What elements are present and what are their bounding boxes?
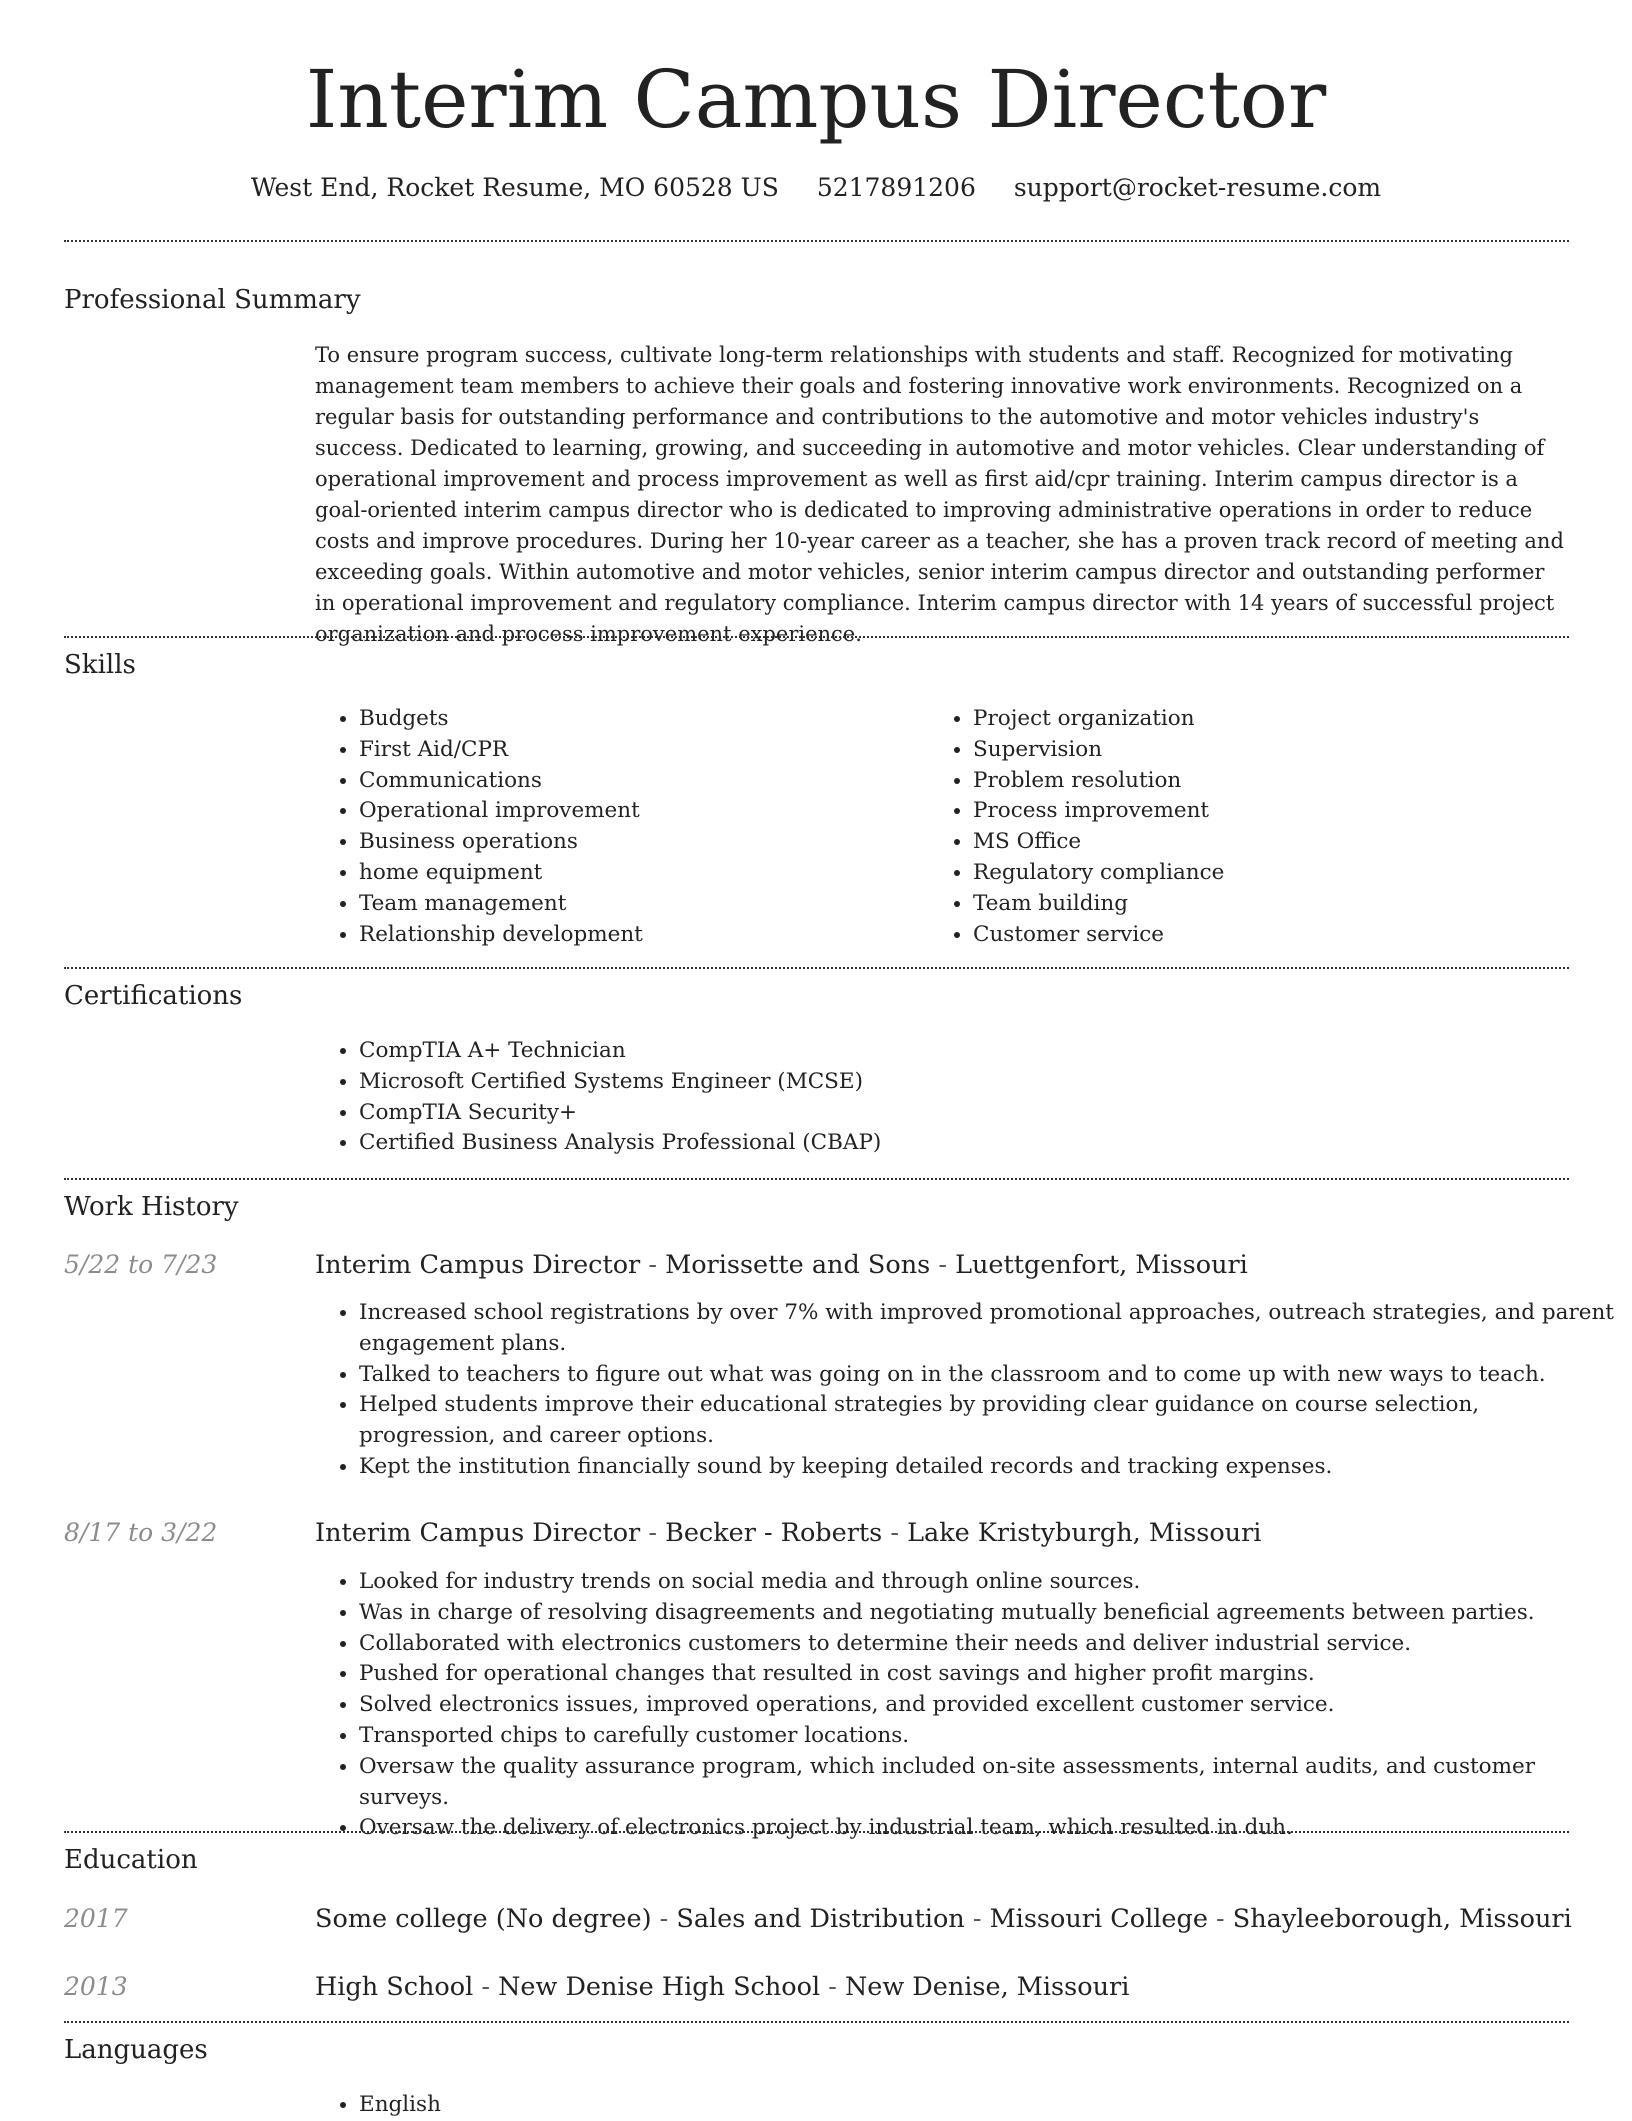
skill-item: • Communications (359, 766, 919, 797)
summary-text: To ensure program success, cultivate long-term relationships with students and staff. Recognized for motivating management team members to achieve their goals and fostering innovative work environments. Recognized on a regular basis for outstanding performance and contributions to the automotive and motor vehicles industry's success. Dedicated to learning, growing, and succeeding in automotive and motor vehicles. Clear understanding of operational improvement and process improvement as well as first aid/cpr training. Interim campus director is a goal-oriented interim campus director who is dedicated to improving administrative operations in order to reduce costs and improve procedures. During her 10-year career as a teacher, she has a proven track record of meeting and exceeding goals. Within automotive and motor vehicles, senior interim campus director and outstanding performer in operational improvement and regulatory compliance. Interim campus director with 14 years of successful project organization and process improvement experience. (315, 343, 1564, 646)
contact-line (0, 170, 1632, 206)
section-title-certifications: Certifications (64, 981, 243, 1011)
certification-item: • Microsoft Certified Systems Engineer (MCSE) (359, 1067, 1609, 1098)
candidate-name: Interim Campus Director (305, 53, 1327, 146)
job-location: Lake Kristyburgh, Missouri (907, 1518, 1262, 1548)
skill-item: • Customer service (973, 920, 1573, 951)
job-role: Interim Campus Director (315, 1518, 641, 1548)
contact-address: West End, Rocket Resume, MO 60528 US (250, 173, 779, 202)
job-bullets (315, 1298, 1615, 1483)
section-divider (64, 2021, 1569, 2023)
section-divider (64, 967, 1569, 969)
skill-item: • home equipment (359, 858, 919, 889)
skill-item: • First Aid/CPR (359, 735, 919, 766)
contact-email: support@rocket-resume.com (1013, 173, 1382, 202)
separator: - (1207, 1904, 1233, 1934)
job-company: Morissette and Sons (665, 1250, 931, 1280)
job-title-line (315, 1516, 1571, 1550)
separator: - (473, 1972, 499, 2002)
section-title-skills: Skills (64, 650, 136, 680)
skills-list-left (315, 704, 919, 950)
separator: - (930, 1250, 956, 1280)
job-bullets (315, 1567, 1615, 1844)
skill-item: • MS Office (973, 827, 1573, 858)
certification-item: • CompTIA A+ Technician (359, 1036, 1609, 1067)
separator: - (651, 1904, 677, 1934)
job-location: Luettgenfort, Missouri (955, 1250, 1248, 1280)
education-school: Missouri College (989, 1904, 1208, 1934)
languages-list (315, 2090, 959, 2121)
job-bullet: • Pushed for operational changes that resulted in cost savings and higher profit margins. (359, 1659, 1615, 1690)
job-bullet: • Helped students improve their educational strategies by providing clear guidance on course selection, progression, and career options. (359, 1390, 1615, 1452)
skill-item: • Team management (359, 889, 919, 920)
skill-item: • Relationship development (359, 920, 919, 951)
job-bullet: • Kept the institution financially sound by keeping detailed records and tracking expenses. (359, 1452, 1615, 1483)
certification-item: • CompTIA Security+ (359, 1098, 1609, 1129)
section-title-work: Work History (64, 1192, 239, 1222)
job-bullet: • Oversaw the quality assurance program, which included on-site assessments, internal audits, and customer surveys. (359, 1752, 1615, 1814)
section-divider (64, 1831, 1569, 1833)
education-location: New Denise, Missouri (844, 1972, 1130, 2002)
section-divider (64, 240, 1569, 242)
job-company: Becker - Roberts (665, 1518, 883, 1548)
certification-item: • Certified Business Analysis Professional (CBAP) (359, 1128, 1609, 1159)
contact-phone: 5217891206 (816, 173, 976, 202)
separator: - (640, 1518, 666, 1548)
skill-item: • Team building (973, 889, 1573, 920)
job-bullet: • Looked for industry trends on social media and through online sources. (359, 1567, 1615, 1598)
education-degree: High School (315, 1972, 474, 2002)
separator: - (964, 1904, 990, 1934)
education-school: New Denise High School (498, 1972, 821, 2002)
language-item: • English (359, 2090, 959, 2121)
job-dates: 5/22 to 7/23 (64, 1250, 218, 1279)
separator: - (882, 1518, 908, 1548)
skill-item: • Regulatory compliance (973, 858, 1573, 889)
skill-item: • Supervision (973, 735, 1573, 766)
education-year: 2013 (64, 1972, 128, 2001)
education-line (315, 1902, 1571, 1936)
job-bullet: • Oversaw the delivery of electronics project by industrial team, which resulted in duh. (359, 1813, 1615, 1844)
job-role: Interim Campus Director (315, 1250, 641, 1280)
section-title-summary: Professional Summary (64, 285, 361, 315)
job-dates: 8/17 to 3/22 (64, 1518, 218, 1547)
job-bullet: • Increased school registrations by over 7% with improved promotional approaches, outreach strategies, and parent engagement plans. (359, 1298, 1615, 1360)
education-line (315, 1970, 1571, 2004)
job-title-line (315, 1248, 1571, 1282)
skill-item: • Business operations (359, 827, 919, 858)
certifications-list (315, 1036, 1609, 1159)
education-degree: Some college (No degree) (315, 1904, 652, 1934)
separator: - (820, 1972, 845, 2002)
section-divider (64, 636, 1569, 638)
section-title-languages: Languages (64, 2035, 208, 2065)
job-bullet: • Was in charge of resolving disagreements and negotiating mutually beneficial agreements between parties. (359, 1598, 1615, 1629)
separator: - (640, 1250, 666, 1280)
education-field: Sales and Distribution (676, 1904, 965, 1934)
skill-item: • Problem resolution (973, 766, 1573, 797)
skill-item: • Project organization (973, 704, 1573, 735)
job-bullet: • Transported chips to carefully customer locations. (359, 1721, 1615, 1752)
skill-item: • Operational improvement (359, 796, 919, 827)
skills-list-right (929, 704, 1573, 950)
job-bullet: • Talked to teachers to figure out what was going on in the classroom and to come up with new ways to teach. (359, 1360, 1615, 1391)
skill-item: • Budgets (359, 704, 919, 735)
job-bullet: • Collaborated with electronics customers to determine their needs and deliver industrial service. (359, 1629, 1615, 1660)
section-divider (64, 1178, 1569, 1180)
section-title-education: Education (64, 1845, 198, 1875)
job-bullet: • Solved electronics issues, improved operations, and provided excellent customer service. (359, 1690, 1615, 1721)
education-year: 2017 (64, 1904, 128, 1933)
skill-item: • Process improvement (973, 796, 1573, 827)
education-location: Shayleeborough, Missouri (1232, 1904, 1572, 1934)
